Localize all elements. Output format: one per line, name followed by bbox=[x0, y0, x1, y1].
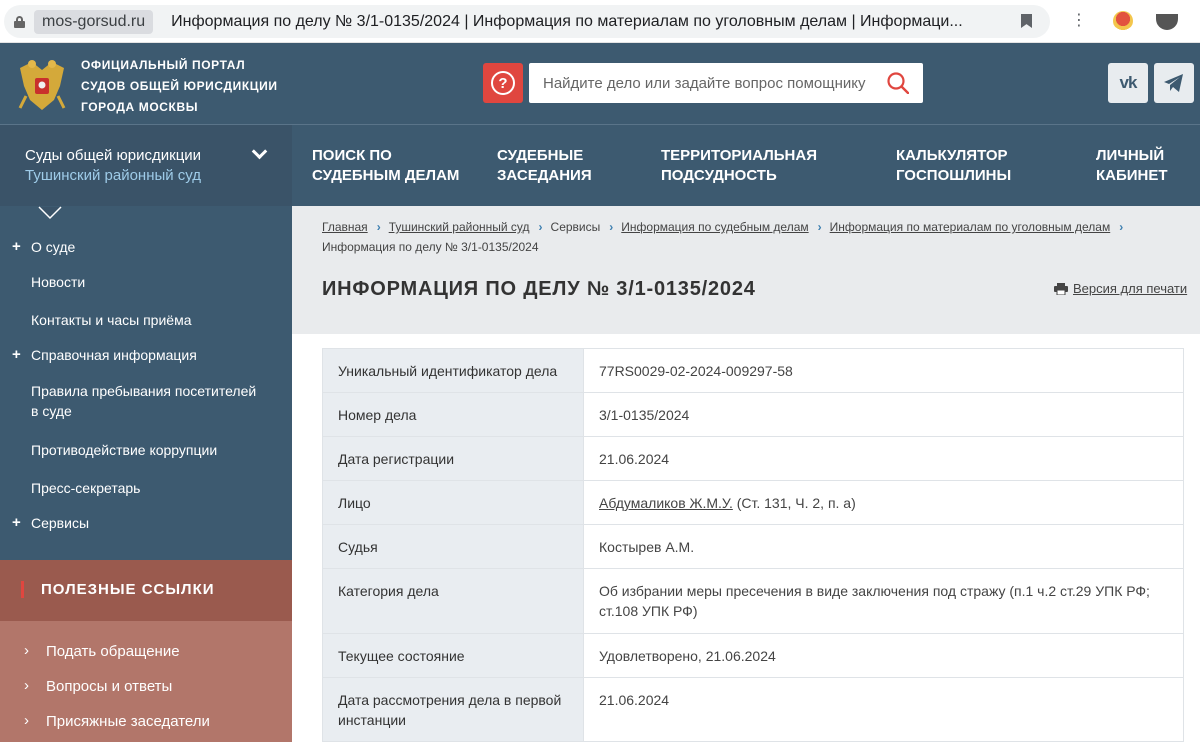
print-version-link[interactable]: Версия для печати bbox=[1054, 281, 1187, 296]
breadcrumb-current: Информация по делу № 3/1-0135/2024 bbox=[322, 240, 539, 254]
table-row bbox=[323, 481, 1184, 525]
coat-of-arms-icon[interactable] bbox=[14, 56, 70, 116]
nav-jurisdiction[interactable]: ТЕРРИТОРИАЛЬНАЯ ПОДСУДНОСТЬ bbox=[661, 147, 817, 184]
sidebar-item-press[interactable]: Пресс-секретарь bbox=[31, 480, 141, 496]
table-row bbox=[323, 525, 1184, 569]
court-type-label[interactable]: Суды общей юрисдикции bbox=[25, 147, 202, 164]
breadcrumb-home[interactable]: Главная bbox=[322, 220, 368, 234]
row-value: Об избрании меры пресечения в виде заключения под стражу (п.1 ч.2 ст.29 УПК РФ; ст.108 УПК РФ) bbox=[584, 569, 1184, 634]
sidebar-item-about[interactable]: О суде bbox=[31, 239, 76, 255]
search-icon[interactable] bbox=[887, 72, 909, 94]
breadcrumb bbox=[322, 217, 1182, 257]
sidebar-item-contacts[interactable]: Контакты и часы приёма bbox=[31, 312, 192, 328]
help-assistant-button[interactable] bbox=[483, 63, 523, 103]
row-value: 3/1-0135/2024 bbox=[584, 393, 1184, 437]
case-info-table bbox=[322, 348, 1184, 742]
browser-toolbar bbox=[0, 0, 1200, 43]
person-link[interactable]: Абдумаликов Ж.М.У. bbox=[599, 495, 733, 511]
row-key: Судья bbox=[323, 525, 584, 569]
breadcrumb-case-info[interactable]: Информация по судебным делам bbox=[621, 220, 809, 234]
accent-bar bbox=[21, 581, 24, 598]
table-row bbox=[323, 349, 1184, 393]
search-input[interactable] bbox=[543, 63, 873, 103]
bookmark-icon[interactable] bbox=[1021, 14, 1032, 28]
row-value: 77RS0029-02-2024-009297-58 bbox=[584, 349, 1184, 393]
chevron-right-icon: › bbox=[24, 712, 29, 729]
link-jurors[interactable]: Присяжные заседатели bbox=[46, 713, 210, 730]
portal-name[interactable]: ОФИЦИАЛЬНЫЙ ПОРТАЛ СУДОВ ОБЩЕЙ ЮРИСДИКЦИИ ГОРОДА МОСКВЫ bbox=[81, 58, 278, 114]
breadcrumb-separator: › bbox=[817, 220, 822, 234]
breadcrumb-criminal-materials[interactable]: Информация по материалам по уголовным делам bbox=[829, 220, 1111, 234]
search-box bbox=[529, 63, 923, 103]
row-value: Удовлетворено, 21.06.2024 bbox=[584, 634, 1184, 678]
useful-links-title: ПОЛЕЗНЫЕ ССЫЛКИ bbox=[41, 581, 215, 598]
court-name-label[interactable]: Тушинский районный суд bbox=[25, 167, 202, 184]
url-domain[interactable]: mos-gorsud.ru bbox=[34, 10, 153, 34]
sidebar-item-anticorruption[interactable]: Противодействие коррупции bbox=[31, 442, 218, 458]
extension-icon[interactable] bbox=[1113, 11, 1133, 31]
printer-icon bbox=[1054, 283, 1068, 295]
sidebar-item-services[interactable]: Сервисы bbox=[31, 515, 90, 531]
breadcrumb-services: Сервисы bbox=[550, 220, 601, 234]
court-selector[interactable] bbox=[0, 125, 292, 206]
nav-case-search[interactable]: ПОИСК ПО СУДЕБНЫМ ДЕЛАМ bbox=[312, 147, 460, 184]
row-value: 21.06.2024 bbox=[584, 437, 1184, 481]
pointer-arrow-icon bbox=[38, 206, 62, 220]
breadcrumb-separator: › bbox=[538, 220, 543, 234]
row-key: Дата рассмотрения дела в первой инстанции bbox=[323, 678, 584, 742]
sidebar-item-news[interactable]: Новости bbox=[31, 274, 86, 290]
plus-icon[interactable]: + bbox=[12, 346, 21, 363]
vk-icon: vk bbox=[1119, 73, 1137, 92]
row-key: Уникальный идентификатор дела bbox=[323, 349, 584, 393]
breadcrumb-separator: › bbox=[1119, 220, 1124, 234]
browser-page-title: Информация по делу № 3/1-0135/2024 | Информация по материалам по уголовным делам | Информаци... bbox=[171, 12, 963, 30]
row-key: Категория дела bbox=[323, 569, 584, 634]
plus-icon[interactable]: + bbox=[12, 514, 21, 531]
row-key: Текущее состояние bbox=[323, 634, 584, 678]
table-row bbox=[323, 437, 1184, 481]
nav-personal-account[interactable]: ЛИЧНЫЙ КАБИНЕТ bbox=[1096, 147, 1168, 184]
breadcrumb-separator: › bbox=[609, 220, 614, 234]
table-row bbox=[323, 569, 1184, 634]
more-menu-icon[interactable]: ⋮ bbox=[1071, 12, 1087, 29]
plus-icon[interactable]: + bbox=[12, 238, 21, 255]
table-row bbox=[323, 678, 1184, 742]
row-value: 21.06.2024 bbox=[584, 678, 1184, 742]
table-row bbox=[323, 393, 1184, 437]
row-key: Дата регистрации bbox=[323, 437, 584, 481]
nav-court-sessions[interactable]: СУДЕБНЫЕ ЗАСЕДАНИЯ bbox=[497, 147, 592, 184]
row-value bbox=[584, 481, 1184, 525]
telegram-icon bbox=[1163, 73, 1185, 93]
vk-button[interactable] bbox=[1108, 63, 1148, 103]
sidebar-item-visitor-rules[interactable]: Правила пребывания посетителей в суде bbox=[31, 383, 257, 419]
link-faq[interactable]: Вопросы и ответы bbox=[46, 678, 173, 695]
sidebar-item-reference[interactable]: Справочная информация bbox=[31, 347, 197, 363]
chevron-right-icon: › bbox=[24, 642, 29, 659]
telegram-button[interactable] bbox=[1154, 63, 1194, 103]
table-row bbox=[323, 634, 1184, 678]
nav-fee-calculator[interactable]: КАЛЬКУЛЯТОР ГОСПОШЛИНЫ bbox=[896, 147, 1012, 184]
question-icon: ? bbox=[491, 71, 515, 95]
breadcrumb-court[interactable]: Тушинский районный суд bbox=[388, 220, 530, 234]
link-submit-appeal[interactable]: Подать обращение bbox=[46, 643, 180, 660]
profile-icon[interactable] bbox=[1156, 14, 1178, 30]
row-key: Номер дела bbox=[323, 393, 584, 437]
row-key: Лицо bbox=[323, 481, 584, 525]
page-title: ИНФОРМАЦИЯ ПО ДЕЛУ № 3/1-0135/2024 bbox=[322, 278, 756, 300]
breadcrumb-separator: › bbox=[376, 220, 381, 234]
person-article: (Ст. 131, Ч. 2, п. а) bbox=[732, 495, 856, 511]
chevron-right-icon: › bbox=[24, 677, 29, 694]
row-value: Костырев А.М. bbox=[584, 525, 1184, 569]
lock-icon[interactable] bbox=[14, 16, 25, 28]
address-bar[interactable] bbox=[4, 5, 1050, 38]
